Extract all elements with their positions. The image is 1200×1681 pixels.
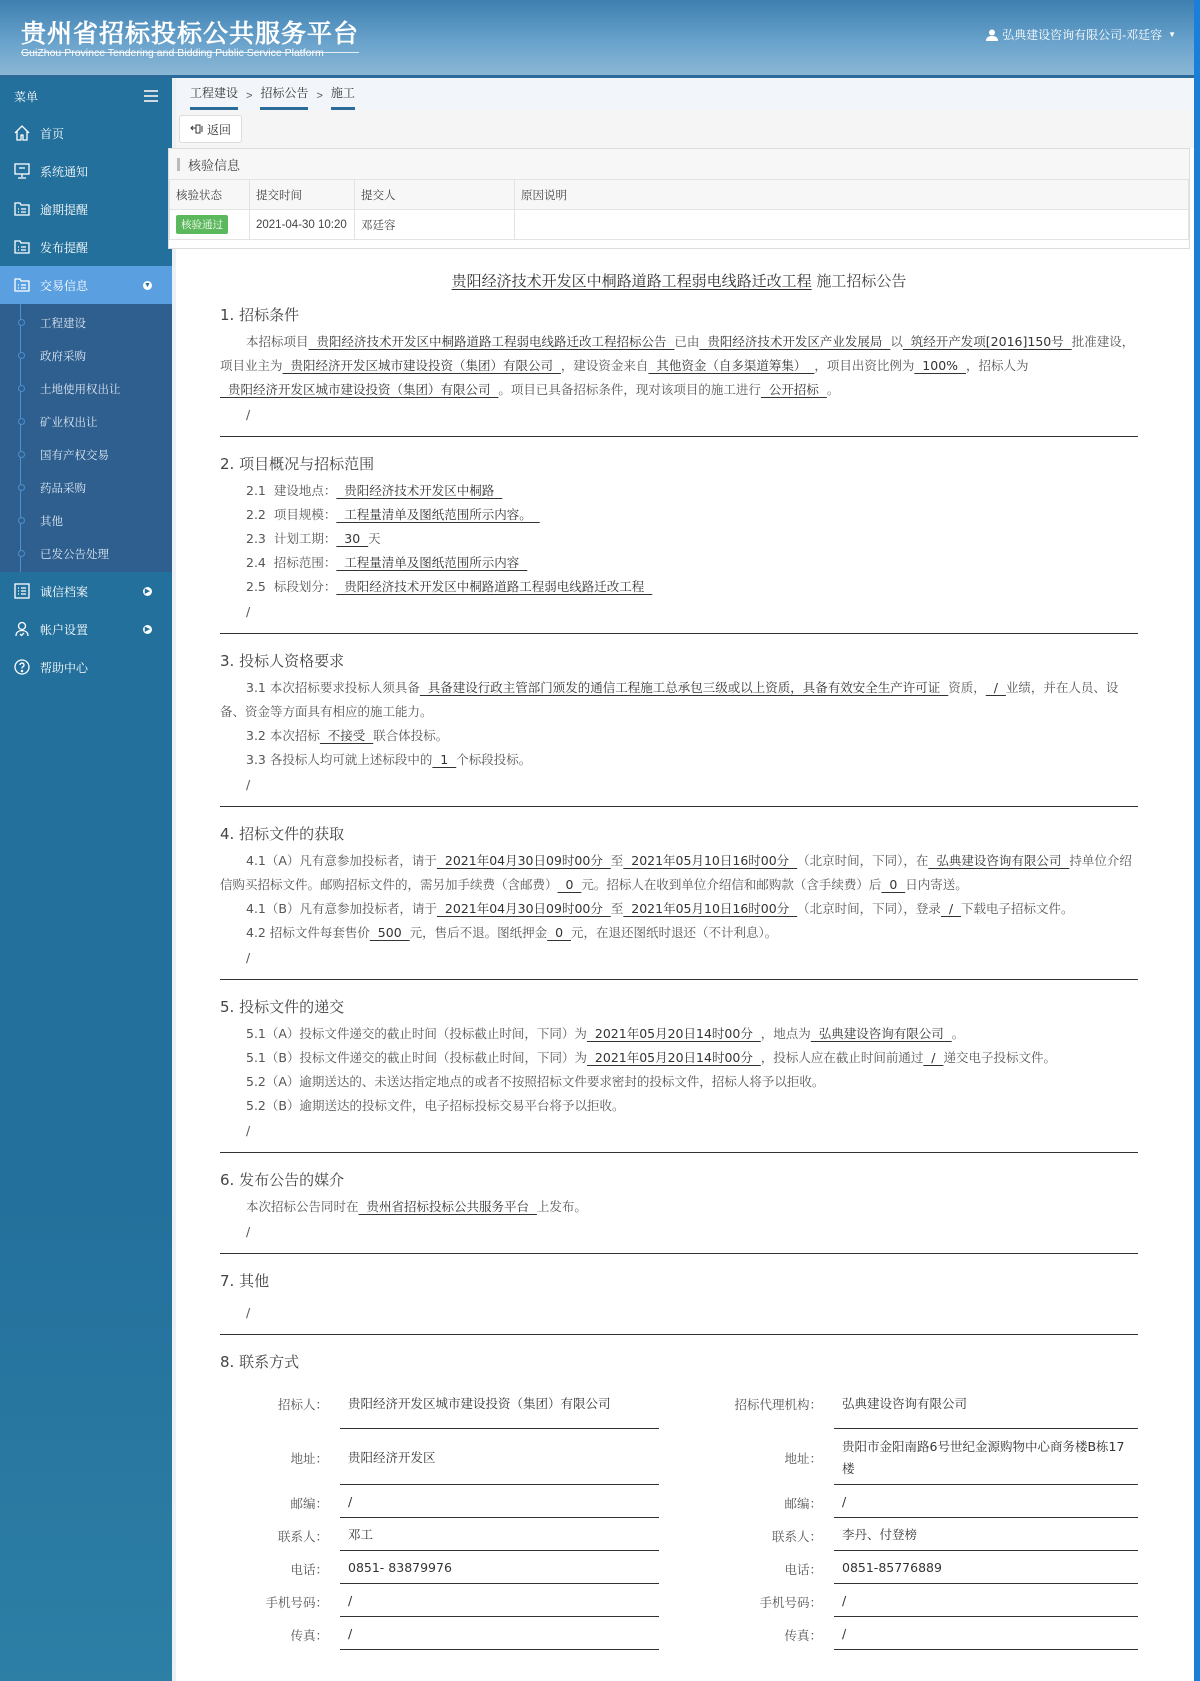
section-8 [220, 1349, 1138, 1652]
sidebar-item-account[interactable] [0, 610, 172, 648]
sidebar-item-publish-reminder[interactable] [0, 228, 172, 266]
sidebar-item-overdue[interactable] [0, 190, 172, 228]
sidebar-item-label: 帮助中心 [40, 660, 89, 675]
section-note: / [246, 777, 251, 792]
contact-label: 传真： [290, 1627, 328, 1643]
paragraph-6 [220, 1195, 1138, 1219]
item-value: 工程量清单及图纸范围所示内容 [336, 555, 528, 570]
field-approver: 贵阳经济技术开发区产业发展局 [699, 334, 891, 349]
text: 5.1（B）投标文件递交的截止时间（投标截止时间，下同）为 [246, 1050, 587, 1065]
text: 。项目已具备招标条件，现对该项目的施工进行 [498, 382, 761, 397]
item-label: 项目规模： [273, 507, 337, 522]
text: 联合体投标。 [373, 728, 449, 743]
text: 4.2 招标文件每套售价 [246, 925, 370, 940]
contact-value: / [834, 1487, 1138, 1518]
field-deadline: 2021年05月20日14时00分 [586, 1050, 761, 1065]
text: （北京时间，下同），在 [797, 853, 929, 868]
field-ratio: 100% [914, 358, 966, 373]
toolbar [176, 110, 1194, 148]
list-icon [14, 583, 30, 599]
field-qualification: 具备建设行政主管部门颁发的通信工程施工总承包三级或以上资质，具备有效安全生产许可证 [419, 680, 949, 695]
text: 4.1（B）凡有意参加投标者，请于 [246, 901, 437, 916]
agency-contact [719, 1379, 1138, 1652]
title-bar-decoration [177, 158, 180, 171]
text: 3.2 本次招标 [246, 728, 320, 743]
item-label: 标段划分： [273, 579, 337, 594]
field-fund-source: 其他资金（自多渠道筹集） [648, 358, 815, 373]
back-label: 返回 [207, 122, 232, 137]
paragraph-3-1 [220, 676, 1138, 724]
text: 至 [610, 901, 624, 916]
section-note: / [246, 1123, 251, 1138]
contact-row [240, 1586, 659, 1617]
home-icon [14, 125, 30, 141]
folder-list-icon [14, 277, 30, 293]
contact-row [719, 1553, 1138, 1584]
section-4 [220, 821, 1138, 980]
text: 4.1（A）凡有意参加投标者，请于 [246, 853, 437, 868]
list-item [220, 551, 1138, 575]
section-5 [220, 994, 1138, 1153]
contact-label: 手机号码： [265, 1594, 328, 1610]
paragraph-3-3 [220, 748, 1138, 772]
contact-label: 邮编： [784, 1495, 822, 1511]
submenu-item-other[interactable]: 其他 [0, 504, 172, 537]
contact-row [240, 1520, 659, 1551]
text: 下载电子招标文件。 [961, 901, 1074, 916]
menu-label: 菜单 [14, 89, 39, 104]
field-end-time: 2021年05月10日16时00分 [623, 853, 798, 868]
text: 元。招标人在收到单位介绍信和邮购款（含手续费）后 [581, 877, 882, 892]
contact-grid [220, 1379, 1138, 1652]
item-label: 计划工期： [273, 531, 337, 546]
section-note: / [246, 407, 251, 422]
item-number: 2.4 [246, 555, 266, 570]
contact-value: / [340, 1487, 659, 1518]
sidebar-item-label: 逾期提醒 [40, 202, 89, 217]
submenu-item-gov-procurement[interactable]: 政府采购 [0, 339, 172, 372]
text: 资质， [948, 680, 986, 695]
text: 业绩，并在人员、设备、资金等方面具有相应的施工能力。 [220, 680, 1119, 719]
field-approval-no: 筑经开产发项[2016]150号 [902, 334, 1072, 349]
paragraph-3-2 [220, 724, 1138, 748]
text: 3.3 各投标人均可就上述标段中的 [246, 752, 433, 767]
text: ，项目出资比例为 [814, 358, 915, 373]
check-info-table [169, 179, 1189, 240]
field-place: 弘典建设咨询有限公司 [810, 1026, 952, 1041]
section-note: / [246, 1224, 251, 1239]
item-value: 工程量清单及图纸范围所示内容。 [336, 507, 540, 522]
user-icon [986, 29, 998, 41]
list-item [220, 479, 1138, 503]
contact-label: 联系人： [771, 1528, 822, 1544]
field-media: 贵州省招标投标公共服务平台 [358, 1199, 537, 1214]
contact-label: 联系人： [277, 1528, 328, 1544]
text: 批准建设，项目业主为 [220, 334, 1135, 373]
contact-value: / [834, 1619, 1138, 1650]
breadcrumb-announcement[interactable]: 招标公告 [260, 85, 308, 110]
back-hand-icon [190, 123, 204, 135]
field-site: / [923, 1050, 944, 1065]
sidebar-item-label: 发布提醒 [40, 240, 89, 255]
sidebar-item-help[interactable] [0, 648, 172, 686]
text: ，招标人为 [966, 358, 1029, 373]
col-time: 提交时间 [250, 180, 355, 210]
contact-label: 传真： [784, 1627, 822, 1643]
contact-label: 地址： [784, 1451, 822, 1466]
text: 元，在退还图纸时退还（不计利息）。 [571, 925, 778, 940]
contact-row [240, 1379, 659, 1429]
contact-value: 李丹、付登榜 [834, 1520, 1138, 1551]
section-3 [220, 648, 1138, 807]
field-consortium: 不接受 [319, 728, 374, 743]
cell-submitter: 邓廷容 [355, 210, 515, 240]
sidebar-item-label: 首页 [40, 126, 65, 141]
contact-value: 贵阳经济开发区 [340, 1431, 659, 1485]
scrollbar[interactable] [1194, 0, 1200, 1681]
header [0, 0, 1200, 78]
text: 日内寄送。 [905, 877, 968, 892]
breadcrumb-engineering[interactable]: 工程建设 [190, 85, 238, 110]
field-site: / [940, 901, 962, 916]
submenu-item-drugs[interactable]: 药品采购 [0, 471, 172, 504]
col-status: 核验状态 [170, 180, 250, 210]
item-number: 2.2 [246, 507, 266, 522]
item-value: 贵阳经济技术开发区中桐路 [336, 483, 503, 498]
field-place: 弘典建设咨询有限公司 [928, 853, 1070, 868]
text: 5.1（A）投标文件递交的截止时间（投标截止时间，下同）为 [246, 1026, 587, 1041]
item-label: 建设地点： [273, 483, 337, 498]
text: 本招标项目 [246, 334, 309, 349]
contact-value: 贵阳经济开发区城市建设投资（集团）有限公司 [340, 1379, 659, 1429]
contact-label: 地址： [290, 1451, 328, 1466]
item-number: 2.1 [246, 483, 266, 498]
paragraph-4-1b [220, 897, 1138, 921]
hamburger-icon[interactable] [144, 90, 158, 102]
contact-label: 手机号码： [759, 1594, 822, 1610]
item-suffix: 天 [368, 531, 381, 546]
section-note: / [246, 1305, 251, 1320]
contact-row [240, 1553, 659, 1584]
item-value: 贵阳经济技术开发区中桐路道路工程弱电线路迁改工程 [336, 579, 653, 594]
col-reason: 原因说明 [515, 180, 1189, 210]
table-row [170, 210, 1189, 240]
section-heading: 6. 发布公告的媒介 [220, 1171, 345, 1189]
section-heading: 1. 招标条件 [220, 306, 300, 324]
table-header-row [170, 180, 1189, 210]
submenu-item-published[interactable]: 已发公告处理 [0, 537, 172, 570]
field-days: 0 [881, 877, 906, 892]
breadcrumb-separator: > [316, 90, 323, 102]
user-check-icon [14, 621, 30, 637]
section-6 [220, 1167, 1138, 1254]
sidebar-item-credit[interactable] [0, 572, 172, 610]
item-value: 30 [336, 531, 369, 546]
text: 本次招标公告同时在 [246, 1199, 359, 1214]
folder-list-icon [14, 201, 30, 217]
sidebar [0, 78, 172, 1681]
text: 持单位介绍信购买招标文件。邮购招标文件的，需另加手续费（含邮费） [220, 853, 1132, 892]
menu-header [0, 78, 172, 114]
contact-label: 电话： [290, 1561, 328, 1577]
sidebar-item-label: 交易信息 [40, 278, 89, 293]
text: 3.1 本次招标要求投标人须具备 [246, 680, 420, 695]
contact-row [240, 1431, 659, 1485]
field-price: 500 [369, 925, 410, 940]
sidebar-item-label: 系统通知 [40, 164, 89, 179]
contact-label: 电话： [784, 1561, 822, 1577]
doc-title-suffix: 施工招标公告 [816, 272, 907, 290]
breadcrumb [176, 78, 1194, 110]
field-performance: / [985, 680, 1006, 695]
contact-label: 邮编： [290, 1495, 328, 1511]
breadcrumb-separator: > [246, 90, 253, 102]
back-button[interactable] [179, 115, 242, 143]
cell-status [170, 210, 250, 240]
contact-value: 贵阳市金阳南路6号世纪金源购物中心商务楼B栋17楼 [834, 1431, 1138, 1485]
contact-row [719, 1379, 1138, 1429]
contact-row [240, 1487, 659, 1518]
contact-row [719, 1520, 1138, 1551]
text: 元，售后不退。图纸押金 [409, 925, 548, 940]
help-icon [14, 659, 30, 675]
contact-row [240, 1619, 659, 1650]
section-7 [220, 1268, 1138, 1335]
chevron-right-icon: ▶ [144, 625, 151, 633]
contact-value: / [340, 1586, 659, 1617]
contact-row [719, 1586, 1138, 1617]
contact-value: / [834, 1586, 1138, 1617]
contact-value: 弘典建设咨询有限公司 [834, 1379, 1138, 1429]
field-tenderer: 贵阳经济开发区城市建设投资（集团）有限公司 [220, 382, 499, 397]
sidebar-item-label: 帐户设置 [40, 622, 89, 637]
sidebar-item-notice[interactable] [0, 152, 172, 190]
paragraph-5-2b: 5.2（B）逾期送达的投标文件，电子招标投标交易平台将予以拒收。 [246, 1098, 625, 1113]
cell-reason [515, 210, 1189, 240]
contact-value: 0851-85776889 [834, 1553, 1138, 1584]
list-item [220, 527, 1138, 551]
col-submitter: 提交人 [355, 180, 515, 210]
text: 。 [951, 1026, 965, 1041]
text: 以 [890, 334, 903, 349]
field-owner: 贵阳经济开发区城市建设投资（集团）有限公司 [282, 358, 561, 373]
submenu-item-land[interactable]: 土地使用权出让 [0, 372, 172, 405]
section-heading: 7. 其他 [220, 1272, 270, 1290]
chevron-down-icon: ▼ [144, 281, 151, 289]
field-end-time: 2021年05月10日16时00分 [623, 901, 798, 916]
contact-row [719, 1619, 1138, 1650]
field-start-time: 2021年04月30日09时00分 [436, 853, 611, 868]
tenderer-contact [240, 1379, 659, 1652]
submenu-item-engineering[interactable]: 工程建设 [0, 306, 172, 339]
text: 至 [610, 853, 624, 868]
paragraph-5-2a: 5.2（A）逾期送达的、未送达指定地点的或者不按照招标文件要求密封的投标文件，招标人将予以拒收。 [246, 1074, 825, 1089]
check-info-panel [168, 148, 1190, 249]
text: 递交电子投标文件。 [943, 1050, 1056, 1065]
section-heading: 2. 项目概况与招标范围 [220, 455, 375, 473]
check-info-title [169, 149, 1189, 179]
text: （北京时间，下同），登录 [797, 901, 941, 916]
text: ，投标人应在截止时间前通过 [760, 1050, 924, 1065]
trade-submenu [0, 304, 172, 572]
field-deadline: 2021年05月20日14时00分 [586, 1026, 761, 1041]
text: 上发布。 [536, 1199, 587, 1214]
item-label: 招标范围： [273, 555, 337, 570]
contact-value: 邓工 [340, 1520, 659, 1551]
paragraph-4-1a [220, 849, 1138, 897]
paragraph-5-1a [220, 1022, 1138, 1046]
section-heading: 8. 联系方式 [220, 1353, 300, 1371]
folder-list-icon [14, 239, 30, 255]
paragraph-4-2 [220, 921, 1138, 945]
section-note: / [246, 604, 251, 619]
item-number: 2.5 [246, 579, 266, 594]
doc-title [220, 266, 1138, 296]
list-item [220, 503, 1138, 527]
section-note: / [246, 950, 251, 965]
section-1-paragraph [220, 330, 1138, 402]
section-1 [220, 302, 1138, 437]
sidebar-item-home[interactable] [0, 114, 172, 152]
field-fee: 0 [557, 877, 582, 892]
field-lot-count: 1 [432, 752, 457, 767]
monitor-icon [14, 163, 30, 179]
text: 。 [826, 382, 840, 397]
user-name: 弘典建设咨询有限公司-邓廷容 [1002, 28, 1163, 42]
field-project: 贵阳经济技术开发区中桐路道路工程弱电线路迁改工程招标公告 [308, 334, 675, 349]
panel-footer [169, 240, 1189, 248]
field-start-time: 2021年04月30日09时00分 [436, 901, 611, 916]
section-heading: 4. 招标文件的获取 [220, 825, 345, 843]
contact-row [719, 1431, 1138, 1485]
text: ，建设资金来自 [560, 358, 649, 373]
section-heading: 3. 投标人资格要求 [220, 652, 345, 670]
cell-time: 2021-04-30 10:20 [250, 210, 355, 240]
contact-value: / [340, 1619, 659, 1650]
check-info-heading: 核验信息 [188, 157, 241, 173]
submenu-item-mining[interactable]: 矿业权出让 [0, 405, 172, 438]
item-number: 2.3 [246, 531, 266, 546]
section-heading: 5. 投标文件的递交 [220, 998, 345, 1016]
project-name: 贵阳经济技术开发区中桐路道路工程弱电线路迁改工程 [451, 272, 812, 290]
section-2 [220, 451, 1138, 634]
text: ，地点为 [760, 1026, 811, 1041]
text: 个标段投标。 [456, 752, 532, 767]
sidebar-item-label: 诚信档案 [40, 584, 89, 599]
site-title: 贵州省招标投标公共服务平台 [21, 14, 359, 53]
contact-label: 招标人： [277, 1397, 328, 1412]
list-item [220, 575, 1138, 599]
site-subtitle: GuiZhou Province Tendering and Bidding Public Service Platform [21, 47, 324, 59]
field-deposit: 0 [547, 925, 571, 940]
text: 已由 [674, 334, 700, 349]
breadcrumb-construction[interactable]: 施工 [331, 85, 355, 110]
status-badge: 核验通过 [176, 215, 228, 234]
contact-value: 0851- 83879976 [340, 1553, 659, 1584]
contact-row [719, 1487, 1138, 1518]
announcement-document [220, 266, 1138, 1652]
chevron-right-icon: ▶ [144, 587, 151, 595]
field-method: 公开招标 [760, 382, 827, 397]
user-menu[interactable] [986, 26, 1176, 43]
contact-label: 招标代理机构： [734, 1397, 822, 1412]
submenu-item-state-property[interactable]: 国有产权交易 [0, 438, 172, 471]
sidebar-item-trade-info[interactable] [0, 266, 172, 304]
paragraph-5-1b [220, 1046, 1138, 1070]
caret-down-icon: ▼ [1168, 30, 1176, 39]
main-content [176, 78, 1194, 1681]
